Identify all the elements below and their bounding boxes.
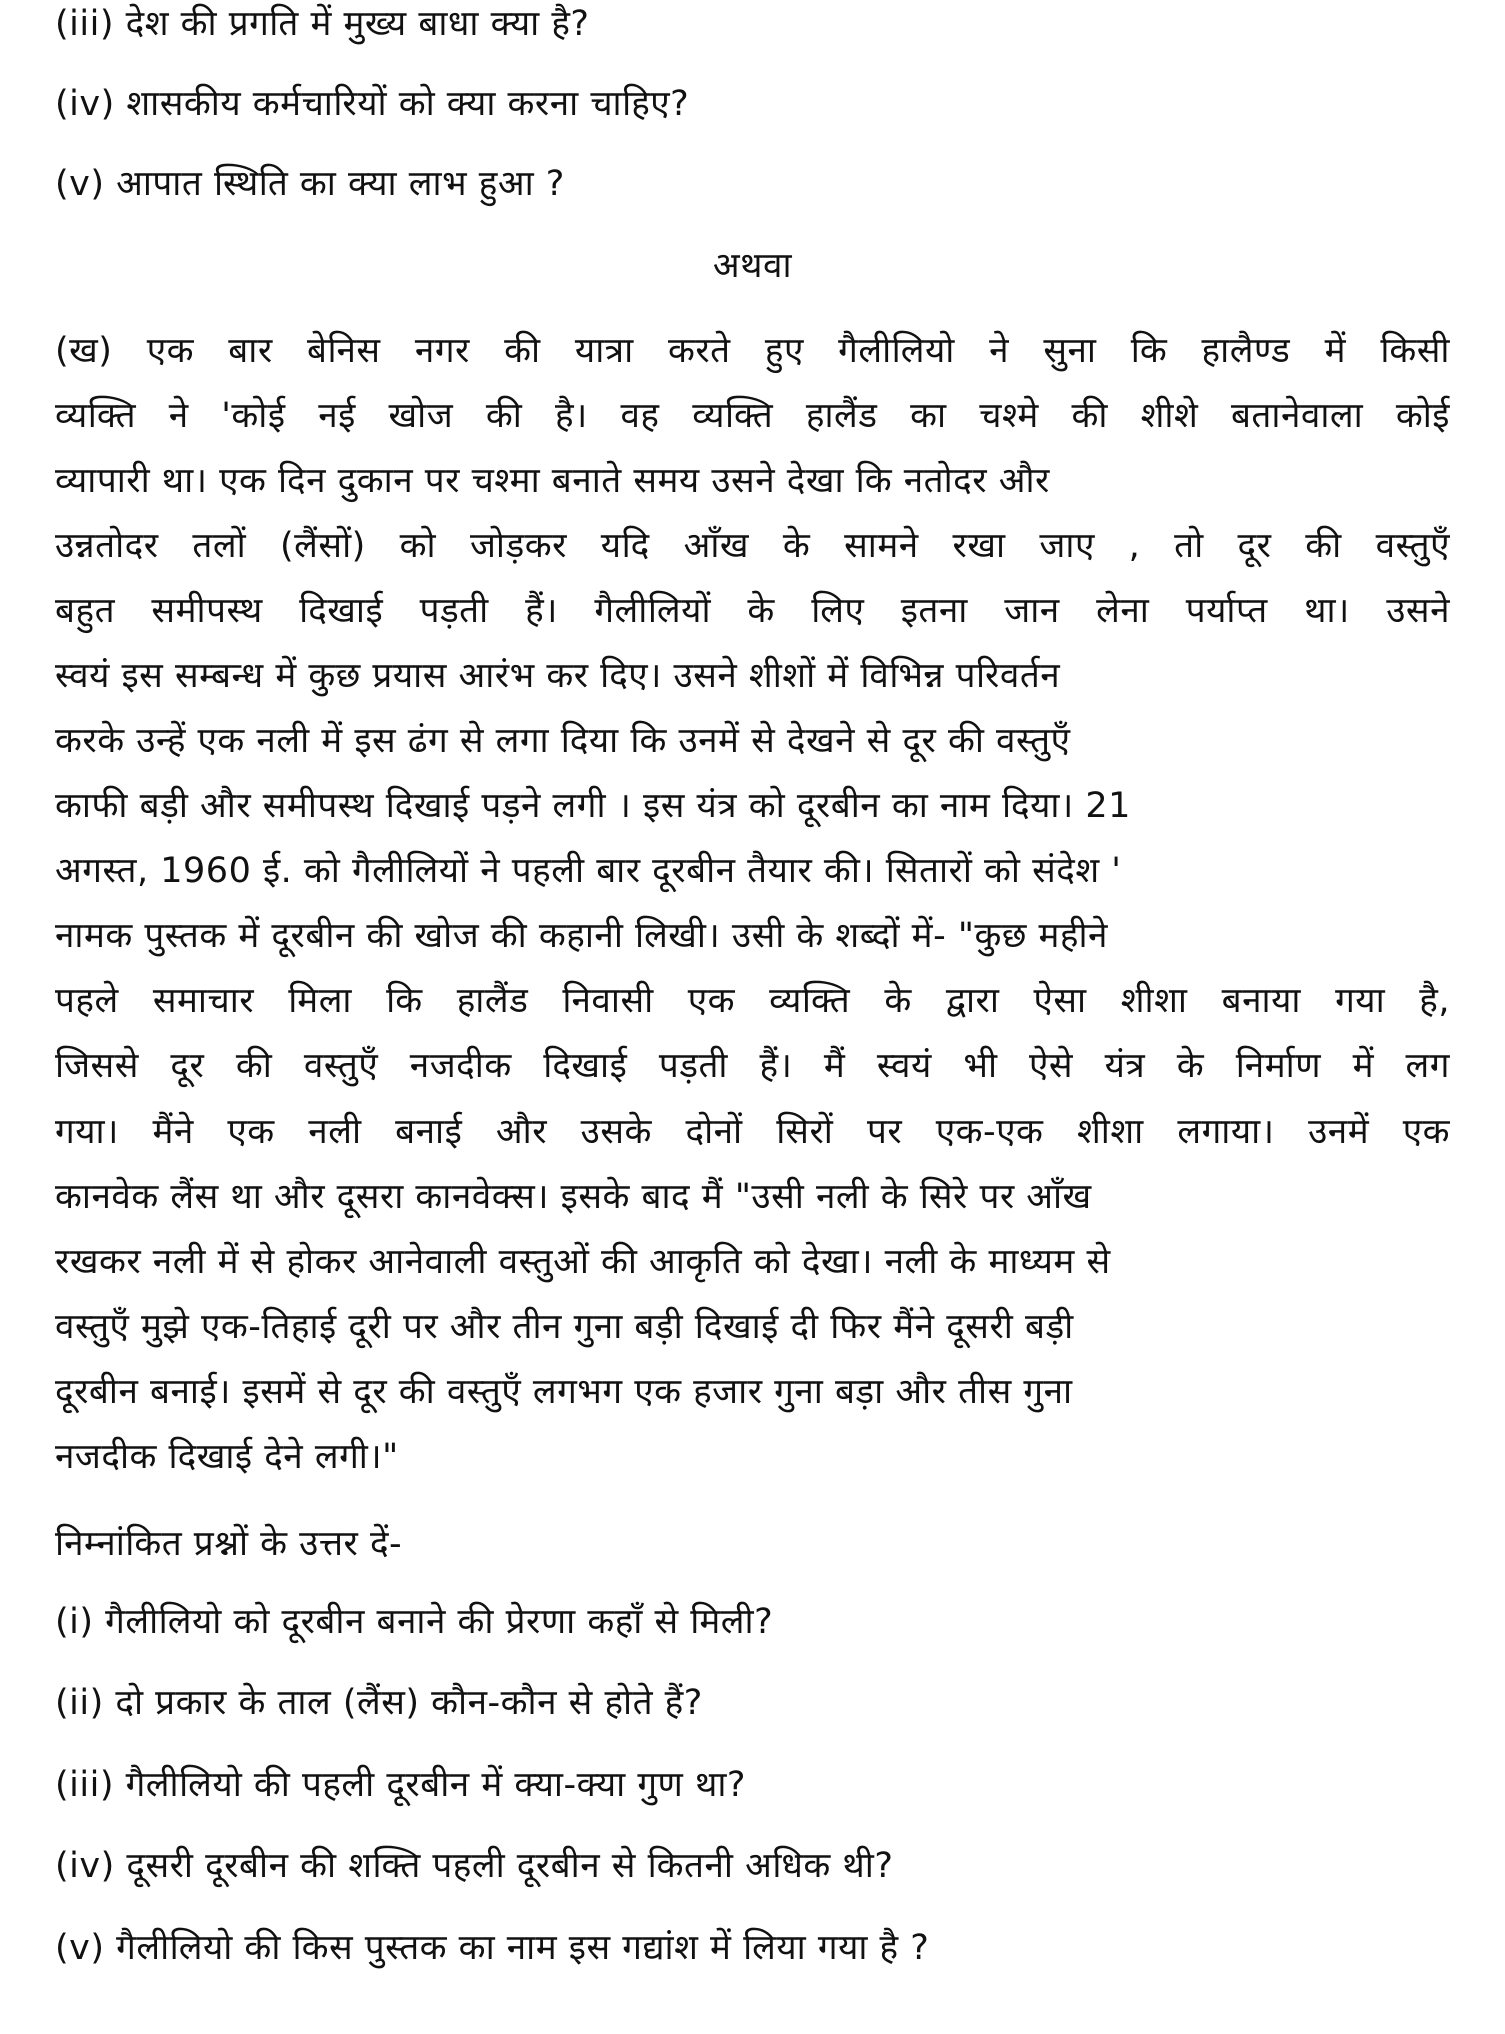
passage-line: रखकर नली में से होकर आनेवाली वस्तुओं की आकृति को देखा। नली के माध्यम से: [55, 1242, 1111, 1282]
question-item: (iii) गैलीलियो की पहली दूरबीन में क्या-क्या गुण था?: [55, 1765, 746, 1805]
passage-line: काफी बड़ी और समीपस्थ दिखाई पड़ने लगी । इस यंत्र को दूरबीन का नाम दिया। 21: [55, 786, 1131, 826]
question-item: (ii) दो प्रकार के ताल (लैंस) कौन-कौन से होते हैं?: [55, 1683, 703, 1723]
passage-line: (ख) एक बार बेनिस नगर की यात्रा करते हुए गैलीलियो ने सुना कि हालैण्ड में किसी: [55, 331, 1450, 371]
passage-line: स्वयं इस सम्बन्ध में कुछ प्रयास आरंभ कर दिए। उसने शीशों में विभिन्न परिवर्तन: [55, 656, 1061, 696]
passage-line: व्यापारी था। एक दिन दुकान पर चश्मा बनाते समय उसने देखा कि नतोदर और: [55, 461, 1050, 501]
previous-question-4: (iv) शासकीय कर्मचारियों को क्या करना चाहिए?: [55, 84, 690, 124]
separator-athva: अथवा: [712, 246, 793, 286]
question-item: (i) गैलीलियो को दूरबीन बनाने की प्रेरणा कहाँ से मिली?: [55, 1602, 774, 1642]
previous-question-5: (v) आपात स्थिति का क्या लाभ हुआ ?: [55, 164, 565, 204]
passage-line: नजदीक दिखाई देने लगी।": [55, 1437, 399, 1477]
passage-line: व्यक्ति ने 'कोई नई खोज की है। वह व्यक्ति हालैंड का चश्मे की शीशे बतानेवाला कोई: [55, 396, 1450, 436]
passage-line: दूरबीन बनाई। इसमें से दूर की वस्तुएँ लगभग एक हजार गुना बड़ा और तीस गुना: [55, 1372, 1073, 1412]
question-item: (v) गैलीलियो की किस पुस्तक का नाम इस गद्यांश में लिया गया है ?: [55, 1928, 930, 1968]
passage-line: करके उन्हें एक नली में इस ढंग से लगा दिया कि उनमें से देखने से दूर की वस्तुएँ: [55, 721, 1071, 761]
passage-line: अगस्त, 1960 ई. को गैलीलियों ने पहली बार दूरबीन तैयार की। सितारों को संदेश ': [55, 851, 1122, 891]
passage-line: जिससे दूर की वस्तुएँ नजदीक दिखाई पड़ती हैं। मैं स्वयं भी ऐसे यंत्र के निर्माण में लग: [55, 1046, 1450, 1086]
passage-line: पहले समाचार मिला कि हालैंड निवासी एक व्यक्ति के द्वारा ऐसा शीशा बनाया गया है,: [55, 981, 1450, 1021]
passage-line: बहुत समीपस्थ दिखाई पड़ती हैं। गैलीलियों के लिए इतना जान लेना पर्याप्त था। उसने: [55, 591, 1450, 631]
question-item: (iv) दूसरी दूरबीन की शक्ति पहली दूरबीन से कितनी अधिक थी?: [55, 1846, 894, 1886]
instruction: निम्नांकित प्रश्नों के उत्तर दें-: [55, 1524, 403, 1564]
passage-line: नामक पुस्तक में दूरबीन की खोज की कहानी लिखी। उसी के शब्दों में- "कुछ महीने: [55, 916, 1108, 956]
previous-question-3: (iii) देश की प्रगति में मुख्य बाधा क्या है?: [55, 4, 590, 44]
passage-line: कानवेक लैंस था और दूसरा कानवेक्स। इसके बाद मैं "उसी नली के सिरे पर आँख: [55, 1177, 1092, 1217]
passage-line: गया। मैंने एक नली बनाई और उसके दोनों सिरों पर एक-एक शीशा लगाया। उनमें एक: [55, 1112, 1450, 1152]
passage-line: उन्नतोदर तलों (लैंसों) को जोड़कर यदि आँख के सामने रखा जाए , तो दूर की वस्तुएँ: [55, 526, 1450, 566]
passage-line: वस्तुएँ मुझे एक-तिहाई दूरी पर और तीन गुना बड़ी दिखाई दी फिर मैंने दूसरी बड़ी: [55, 1307, 1074, 1347]
